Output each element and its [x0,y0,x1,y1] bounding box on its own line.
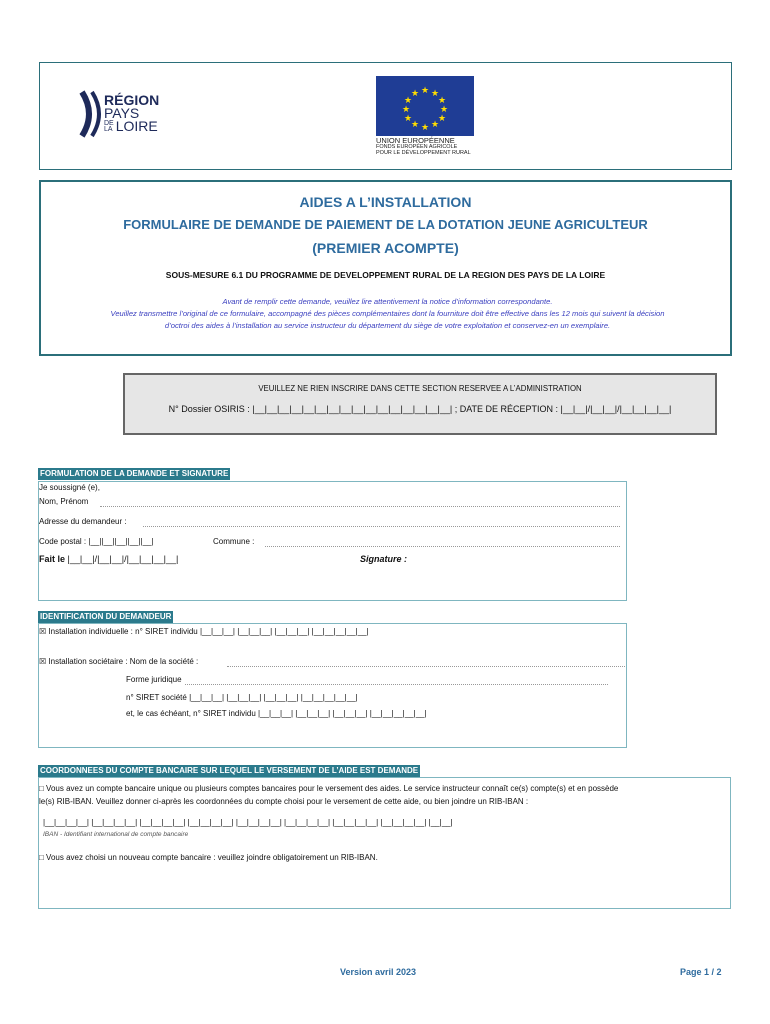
title-box [39,180,732,356]
adresse-field[interactable] [143,526,620,527]
region-logo-text: RÉGION PAYS DE LA LOIRE [104,92,160,134]
svg-text:★: ★ [403,96,413,106]
region-pays-de-la-loire-logo [64,76,204,152]
installation-individuelle-option[interactable]: ☒ Installation individuelle : n° SIRET individu |__|__|__| |__|__|__| |__|__|__| |__|__|__|__|__| [39,627,369,636]
eu-flag [376,76,474,136]
iban-caption: IBAN - Identifiant international de compte bancaire [43,831,189,838]
svg-text:★: ★ [439,105,449,115]
title-line-3: (PREMIER ACOMPTE) [312,240,459,256]
admin-dossier-line: N° Dossier OSIRIS : |__|__|__|__|__|__|__|__|__|__|__|__|__|__|__|__| ; DATE DE RÉCEPTION : |__|__|/|__|__|/|__|__|__|__| [168,404,672,414]
svg-text:★: ★ [401,105,411,115]
nom-prenom-label: Nom, Prénom [39,497,89,506]
svg-text:★: ★ [420,86,430,96]
title-line-1: AIDES A L’INSTALLATION [299,194,472,210]
commune-field[interactable] [265,546,620,547]
nom-prenom-field[interactable] [100,506,620,507]
notice-text: Avant de remplir cette demande, veuillez lire attentivement la notice d’information correspondante. Veuillez transmettre l’original de ce formulaire, accompagné des pièces complémentaires dont la fourniture doit être effective dans les 12 mois qui suivent la décision d’octroi des aides à l’installation au service instructeur du département du siège de votre exploitation et conservez-en un exemplaire. [110,297,665,330]
svg-text:★: ★ [420,123,430,133]
svg-text:★: ★ [437,96,447,106]
version-label: Version avril 2023 [340,967,417,977]
siret-individu-field[interactable]: et, le cas échéant, n° SIRET individu |__|__|__| |__|__|__| |__|__|__| |__|__|__|__|__| [126,709,427,718]
section-identification-box [38,623,627,748]
admin-reserved-box [123,373,717,435]
eu-stars-icon [376,76,474,136]
compte-existant-option-line-2: le(s) RIB-IBAN. Veuillez donner ci-après les coordonnées du compte choisi pour le versement de cette aide, ou bien joindre un RIB-IBAN : [39,797,529,806]
sub-measure: SOUS-MESURE 6.1 DU PROGRAMME DE DEVELOPPEMENT RURAL DE LA REGION DES PAYS DE LA LOIRE [165,270,606,280]
section-heading-identification: IDENTIFICATION DU DEMANDEUR [40,612,172,621]
svg-text:★: ★ [403,114,413,124]
code-postal-field[interactable]: Code postal : |__||__||__||__||__| [39,537,154,546]
svg-text:★: ★ [430,120,440,130]
title-line-2: FORMULAIRE DE DEMANDE DE PAIEMENT DE LA DOTATION JEUNE AGRICULTEUR [123,217,648,232]
iban-field[interactable]: |__|__|__|__| |__|__|__|__| |__|__|__|__| |__|__|__|__| |__|__|__|__| |__|__|__|__| |__|__|__|__| |__|__|__|__| |__|__| [43,818,453,827]
soussigne-label: Je soussigné (e), [39,483,100,492]
svg-text:★: ★ [410,89,420,99]
svg-text:★: ★ [410,120,420,130]
compte-existant-option-line-1[interactable]: □ Vous avez un compte bancaire unique ou plusieurs comptes bancaires pour le versement des aides. Le service instructeur connaît ce(s) compte(s) et en possède [39,784,619,793]
signature-label: Signature : [360,554,408,564]
fait-le-row[interactable]: Fait le |__|__|/|__|__|/|__|__|__|__| [39,554,179,564]
siret-societe-field[interactable]: n° SIRET société |__|__|__| |__|__|__| |__|__|__| |__|__|__|__|__| [126,693,358,702]
nouveau-compte-option[interactable]: □ Vous avez choisi un nouveau compte bancaire : veuillez joindre obligatoirement un RIB-IBAN. [39,853,378,862]
forme-juridique-label: Forme juridique [126,675,182,684]
forme-juridique-field[interactable] [185,684,608,685]
commune-label: Commune : [213,537,255,546]
section-heading-demande: FORMULATION DE LA DEMANDE ET SIGNATURE [40,469,229,478]
nom-societe-field[interactable] [227,666,625,667]
eu-caption: UNION EUROPÉENNE FONDS EUROPÉEN AGRICOLE POUR LE DÉVELOPPEMENT RURAL [376,136,471,156]
installation-societaire-option[interactable]: ☒ Installation sociétaire : Nom de la société : [39,657,199,666]
section-heading-compte-bancaire: COORDONNEES DU COMPTE BANCAIRE SUR LEQUEL LE VERSEMENT DE L’AIDE EST DEMANDE [40,766,419,775]
svg-text:★: ★ [437,114,447,124]
adresse-label: Adresse du demandeur : [39,517,127,526]
page-number: Page 1 / 2 [680,967,722,977]
admin-heading: VEUILLEZ NE RIEN INSCRIRE DANS CETTE SECTION RESERVEE A L’ADMINISTRATION [258,384,582,393]
svg-text:★: ★ [430,89,440,99]
